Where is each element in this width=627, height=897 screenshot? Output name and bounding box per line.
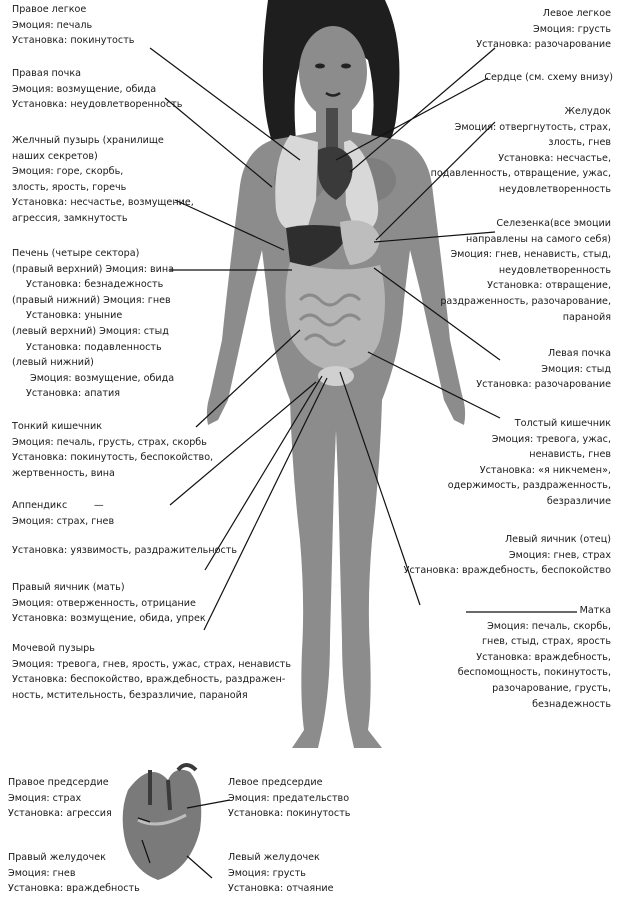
large-intestine-line: Установка: «я никчемен», xyxy=(479,464,611,476)
left-ventricle-emotion: Эмоция: грусть xyxy=(228,867,306,879)
uterus-line: беспомощность, покинутость, xyxy=(457,667,611,679)
large-intestine-line: ненависть, гнев xyxy=(529,449,611,461)
label-bladder xyxy=(12,641,291,703)
appendix-dash: — xyxy=(94,500,104,511)
label-right-ventricle xyxy=(8,850,140,897)
stomach-line: злость, гнев xyxy=(548,137,611,149)
left-atrium-title: Левое предсердие xyxy=(228,777,323,788)
gallbladder-line: агрессия, замкнутость xyxy=(12,212,128,224)
gallbladder-line: Желчный пузырь (хранилище xyxy=(12,135,164,146)
left-atrium-attitude: Установка: покинутость xyxy=(228,808,351,820)
large-intestine-line: одержимость, раздраженность, xyxy=(447,480,611,492)
spleen-line: раздраженность, разочарование, xyxy=(440,295,611,307)
right-kidney-attitude: Установка: неудовлетворенность xyxy=(12,99,183,111)
label-uterus xyxy=(458,603,611,712)
stomach-line: подавленность, отвращение, ужас, xyxy=(430,168,611,180)
left-kidney-attitude: Установка: разочарование xyxy=(476,379,611,391)
appendix-attitude: Установка: уязвимость, раздражительность xyxy=(12,545,237,557)
label-large-intestine xyxy=(448,416,611,510)
spleen-line: неудовлетворенность xyxy=(498,264,611,276)
liver-line: (правый верхний) Эмоция: вина xyxy=(12,263,175,275)
right-atrium-attitude: Установка: агрессия xyxy=(8,808,112,820)
small-intestine-line: Эмоция: печаль, грусть, страх, скорбь xyxy=(12,436,207,448)
stomach-line: Установка: несчастье, xyxy=(498,152,611,164)
right-lung-attitude: Установка: покинутость xyxy=(12,35,135,47)
bladder-line: Мочевой пузырь xyxy=(12,643,95,654)
label-gallbladder xyxy=(12,133,194,227)
label-liver xyxy=(12,246,174,402)
label-right-kidney xyxy=(12,66,182,113)
uterus-line: безнадежность xyxy=(532,698,611,710)
bladder-line: ность, мстительность, безразличие, паранойя xyxy=(12,689,248,701)
right-ovary-attitude: Установка: возмущение, обида, упрек xyxy=(12,613,206,625)
left-atrium-emotion: Эмоция: предательство xyxy=(228,792,350,804)
right-atrium-title: Правое предсердие xyxy=(8,777,109,788)
left-lung-emotion: Эмоция: грусть xyxy=(533,23,611,35)
spleen-line: Установка: отвращение, xyxy=(487,280,611,292)
spleen-line: Селезенка(все эмоции xyxy=(496,218,611,229)
stomach-line: Желудок xyxy=(564,106,611,117)
small-intestine-line: Установка: покинутость, беспокойство, xyxy=(12,452,214,464)
liver-line: Установка: уныние xyxy=(26,310,123,322)
small-intestine-line: Тонкий кишечник xyxy=(12,421,102,432)
head xyxy=(299,26,367,118)
liver-line: Установка: безнадежность xyxy=(26,279,164,291)
liver-line: (левый верхний) Эмоция: стыд xyxy=(12,325,169,337)
left-ovary-emotion: Эмоция: гнев, страх xyxy=(508,549,611,561)
stomach-line: Эмоция: отвергнутость, страх, xyxy=(454,121,611,133)
left-lung-attitude: Установка: разочарование xyxy=(476,39,611,51)
liver-line: Печень (четыре сектора) xyxy=(12,248,140,259)
label-left-ventricle xyxy=(228,850,334,897)
heart-title: Сердце (см. схему внизу) xyxy=(484,72,613,83)
liver-line: Установка: апатия xyxy=(26,388,120,400)
left-ventricle-attitude: Установка: отчаяние xyxy=(228,883,334,895)
liver-line: Установка: подавленность xyxy=(26,341,162,353)
uterus-organ xyxy=(318,366,354,386)
spleen-line: паранойя xyxy=(562,311,611,323)
liver-line: (левый нижний) xyxy=(12,357,94,369)
left-lung-title: Левое легкое xyxy=(542,8,611,19)
uterus-line: Эмоция: печаль, скорбь, xyxy=(487,620,611,632)
right-ventricle-attitude: Установка: враждебность xyxy=(8,883,140,895)
label-right-atrium xyxy=(8,775,112,822)
uterus-line: Матка xyxy=(579,605,611,616)
bladder-line: Эмоция: тревога, гнев, ярость, ужас, страх, ненависть xyxy=(12,658,291,670)
small-intestine-line: жертвенность, вина xyxy=(12,467,115,479)
uterus-line: Установка: враждебность, xyxy=(476,651,611,663)
right-lung-emotion: Эмоция: печаль xyxy=(12,19,93,31)
left-ventricle-title: Левый желудочек xyxy=(228,852,320,863)
gallbladder-line: Установка: несчастье, возмущение, xyxy=(12,197,194,209)
stomach-line: неудовлетворенность xyxy=(498,183,611,195)
right-ventricle-emotion: Эмоция: гнев xyxy=(8,867,76,879)
spleen-line: направлены на самого себя) xyxy=(465,233,611,245)
right-kidney-title: Правая почка xyxy=(12,68,82,79)
label-small-intestine xyxy=(12,419,213,481)
appendix-title: Аппендикс xyxy=(12,500,68,511)
large-intestine-line: Толстый кишечник xyxy=(514,418,611,429)
gallbladder-line: Эмоция: горе, скорбь, xyxy=(12,166,124,178)
left-kidney-title: Левая почка xyxy=(548,348,611,359)
left-kidney-emotion: Эмоция: стыд xyxy=(541,363,611,375)
label-left-lung xyxy=(476,6,611,53)
bladder-line: Установка: беспокойство, враждебность, раздражен- xyxy=(12,674,286,686)
label-left-atrium xyxy=(228,775,350,822)
large-intestine-line: безразличие xyxy=(546,495,611,507)
gallbladder-line: злость, ярость, горечь xyxy=(12,181,127,193)
label-left-kidney xyxy=(476,346,611,393)
right-lung-title: Правое легкое xyxy=(12,4,87,15)
label-spleen xyxy=(440,216,611,325)
uterus-line: разочарование, грусть, xyxy=(492,682,611,694)
right-ovary-emotion: Эмоция: отверженность, отрицание xyxy=(12,597,196,609)
right-ovary-title: Правый яичник (мать) xyxy=(12,582,125,593)
label-left-ovary xyxy=(404,532,611,579)
left-ovary-title: Левый яичник (отец) xyxy=(504,534,611,545)
spleen-line: Эмоция: гнев, ненависть, стыд, xyxy=(450,249,611,261)
right-kidney-emotion: Эмоция: возмущение, обида xyxy=(12,83,157,95)
right-ventricle-title: Правый желудочек xyxy=(8,852,106,863)
left-ovary-attitude: Установка: враждебность, беспокойство xyxy=(403,565,611,577)
label-appendix xyxy=(12,498,237,559)
right-atrium-emotion: Эмоция: страх xyxy=(8,792,82,804)
uterus-line: гнев, стыд, страх, ярость xyxy=(482,636,611,648)
liver-line: (правый нижний) Эмоция: гнев xyxy=(12,294,171,306)
label-heart xyxy=(484,70,613,86)
label-right-ovary xyxy=(12,580,206,627)
large-intestine-line: Эмоция: тревога, ужас, xyxy=(491,433,611,445)
appendix-emotion: Эмоция: страх, гнев xyxy=(12,515,115,527)
label-right-lung xyxy=(12,2,134,49)
liver-line: Эмоция: возмущение, обида xyxy=(30,372,175,384)
gallbladder-line: наших секретов) xyxy=(12,150,98,162)
label-stomach xyxy=(431,104,611,198)
